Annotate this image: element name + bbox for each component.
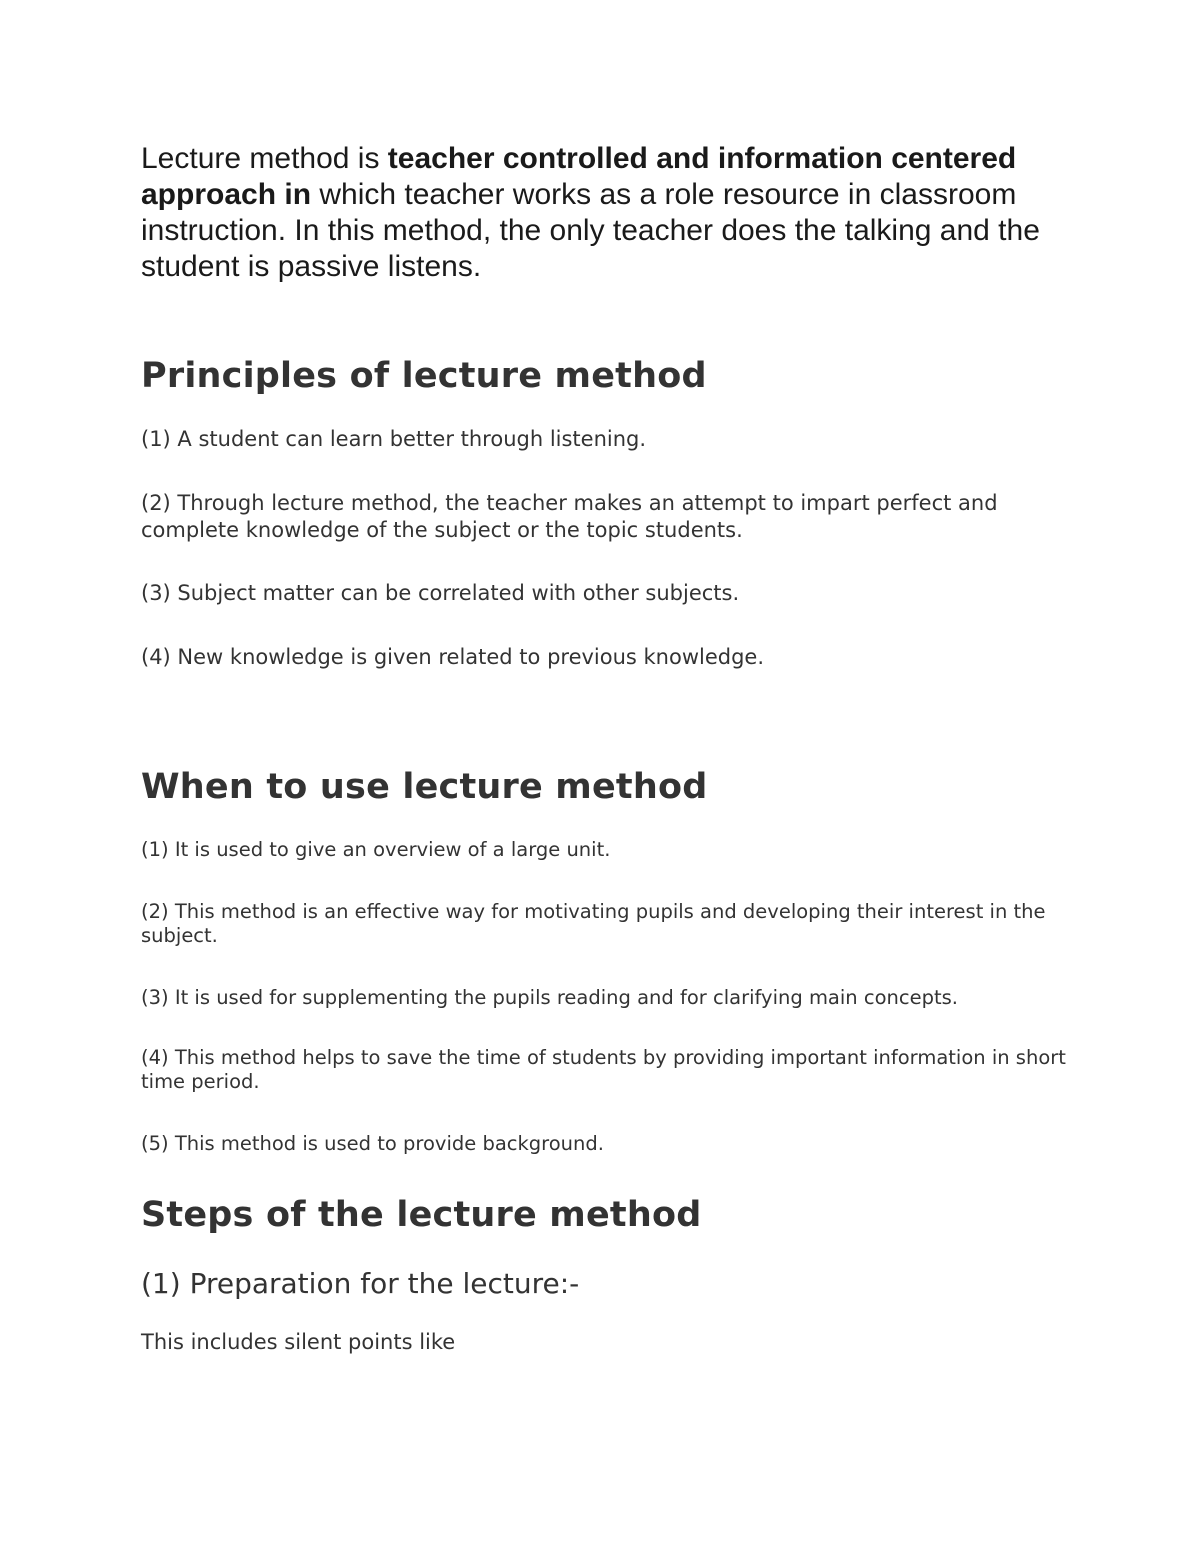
when-item-4: (4) This method helps to save the time of students by providing important information in short time period. xyxy=(141,1046,1066,1093)
when-item-3: (3) It is used for supplementing the pupils reading and for clarifying main concepts. xyxy=(141,986,958,1009)
when-item-5: (5) This method is used to provide background. xyxy=(141,1132,604,1155)
principle-item-4: (4) New knowledge is given related to previous knowledge. xyxy=(141,645,765,669)
steps-text: This includes silent points like xyxy=(141,1330,456,1354)
principle-item-1: (1) A student can learn better through listening. xyxy=(141,427,647,451)
steps-heading: Steps of the lecture method xyxy=(141,1195,702,1235)
when-item-1: (1) It is used to give an overview of a large unit. xyxy=(141,838,611,861)
principle-item-3: (3) Subject matter can be correlated with other subjects. xyxy=(141,581,740,605)
intro-paragraph xyxy=(141,141,1071,285)
principle-item-2: (2) Through lecture method, the teacher makes an attempt to impart perfect and complete knowledge of the subject or the topic students. xyxy=(141,491,998,542)
intro-bold-text: teacher controlled and information centered approach in xyxy=(141,142,1017,211)
intro-text-start: Lecture method is xyxy=(141,142,388,175)
intro-text-end: which teacher works as a role resource in classroom instruction. In this method, the only teacher does the talking and the student is passive listens. xyxy=(141,178,1040,283)
when-item-2: (2) This method is an effective way for motivating pupils and developing their interest in the subject. xyxy=(141,900,1046,947)
when-to-use-heading: When to use lecture method xyxy=(141,767,708,807)
principles-heading: Principles of lecture method xyxy=(141,356,707,396)
steps-subheading: (1) Preparation for the lecture:- xyxy=(141,1267,580,1300)
